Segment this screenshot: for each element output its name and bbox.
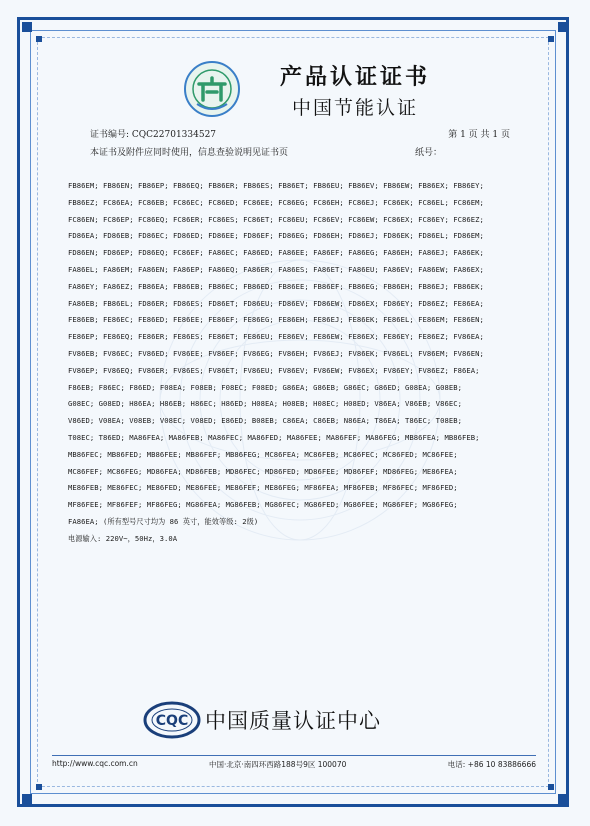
certificate-subtitle: 中国节能认证: [291, 97, 418, 119]
model-line: 电源输入: 220V~，50Hz，3.0A: [68, 533, 178, 543]
cqc-logo-icon: [143, 700, 201, 740]
model-line: FA86EA; (所有型号尺寸均为 86 英寸，能效等级: 2级): [68, 516, 259, 526]
model-line: F86EB; F86EC; F86ED; F08EA; F08EB; F08EC; F08ED; G86EA; G86EB; G86EC; G86ED; G08EA; G08EB;: [68, 382, 462, 392]
footer: [52, 759, 536, 771]
model-line: FA86EL; FA86EM; FA86EN; FA86EP; FA86EQ; FA86ER; FA86ES; FA86ET; FA86EU; FA86EV; FA86EW; FA86EX;: [68, 264, 484, 274]
note-row: [90, 145, 510, 159]
model-line: FA86EY; FA86EZ; FB86EA; FB86EB; FB86EC; FB86ED; FB86EE; FB86EF; FB86EG; FB86EH; FB86EJ; FB86EK;: [68, 281, 484, 291]
model-line: FV86EB; FV86EC; FV86ED; FV86EE; FV86EF; FV86EG; FV86EH; FV86EJ; FV86EK; FV86EL; FV86EM; FV86EN;: [68, 348, 484, 358]
model-line: MC86FEF; MC86FEG; MD86FEA; MD86FEB; MD86FEC; MD86FED; MD86FEE; MD86FEF; MD86FEG; ME86FEA;: [68, 466, 458, 476]
model-list: [68, 178, 522, 548]
model-line: FV86EP; FV86EQ; FV86ER; FV86ES; FV86ET; FV86EU; FV86EV; FV86EW; FV86EX; FV86EY; FV86EZ; F86EA;: [68, 365, 480, 375]
cqc-logo-text: CQC: [155, 713, 189, 729]
corner-ornament-top-right: [540, 20, 570, 50]
address: 中国·北京·南四环西路188号9区 100070: [209, 760, 347, 769]
model-line: FE86EB; FE86EC; FE86ED; FE86EE; FE86EF; FE86EG; FE86EH; FE86EJ; FE86EK; FE86EL; FE86EM; FE86EN;: [68, 315, 484, 325]
model-line: MB86FEC; MB86FED; MB86FEE; MB86FEF; MB86FEG; MC86FEA; MC86FEB; MC86FEC; MC86FED; MC86FEE;: [68, 449, 458, 459]
organization-name: 中国质量认证中心: [205, 709, 381, 733]
model-line: FD86EA; FD86EB; FD86EC; FD86ED; FD86EE; FD86EF; FD86EG; FD86EH; FD86EJ; FD86EK; FD86EL; FD86EM;: [68, 231, 484, 241]
model-line: FC86EN; FC86EP; FC86EQ; FC86ER; FC86ES; FC86ET; FC86EU; FC86EV; FC86EW; FC86EX; FC86EY; FC86EZ;: [68, 214, 484, 224]
model-line: G08EC; G08ED; H86EA; H86EB; H86EC; H86ED; H08EA; H08EB; H08EC; H08ED; V86EA; V86EB; V86EC;: [68, 399, 462, 409]
certificate-title: 产品认证证书: [279, 65, 430, 90]
model-line: T08EC; T86ED; MA86FEA; MA86FEB; MA86FEC; MA86FED; MA86FEE; MA86FEF; MA86FEG; MB86FEA; MB86FEB;: [68, 432, 480, 442]
corner-ornament-top-left: [20, 20, 50, 50]
paper-number-label: 纸号：: [415, 148, 443, 158]
meta-row: [90, 127, 510, 141]
model-line: ME86FEB; ME86FEC; ME86FED; ME86FEE; ME86FEF; ME86FEG; MF86FEA; MF86FEB; MF86FEC; MF86FED;: [68, 483, 458, 493]
model-line: FB86EM; FB86EN; FB86EP; FB86EQ; FB86ER; FB86ES; FB86ET; FB86EU; FB86EV; FB86EW; FB86EX; FB86EY;: [68, 181, 484, 190]
corner-ornament-bottom-left: [20, 776, 50, 806]
model-line: FB86EZ; FC86EA; FC86EB; FC86EC; FC86ED; FC86EE; FC86EG; FC86EH; FC86EJ; FC86EK; FC86EL; FC86EM;: [68, 197, 484, 207]
energy-conservation-logo-icon: [183, 60, 241, 118]
model-line: FD86EN; FD86EP; FD86EQ; FC86EF; FA86EC; FA86ED; FA86EE; FA86EF; FA86EG; FA86EH; FA86EJ; FA86EK;: [68, 248, 484, 258]
certificate-number: 证书编号: CQC22701334527: [90, 130, 217, 140]
usage-note: 本证书及附件应同时使用，信息查验说明见证书页: [90, 148, 289, 158]
corner-ornament-bottom-right: [540, 776, 570, 806]
website-link[interactable]: http://www.cqc.com.cn: [52, 759, 138, 768]
telephone: 电话: +86 10 83886666: [447, 760, 536, 769]
model-line: FE86EP; FE86EQ; FE86ER; FE86ES; FE86ET; FE86EU; FE86EV; FE86EW; FE86EX; FE86EY; FE86EZ; FV86EA;: [68, 332, 484, 342]
footer-divider: [52, 755, 536, 756]
model-line: V86ED; V08EA; V08EB; V08EC; V08ED; E86ED; B08EB; C86EA; C86EB; N86EA; T86EA; T86EC; T08EB;: [68, 416, 462, 426]
model-line: FA86EB; FB86EL; FD86ER; FD86ES; FD86ET; FD86EU; FD86EV; FD86EW; FD86EX; FD86EY; FD86EZ; FE86EA;: [68, 298, 484, 308]
page-number: 第 1 页 共 1 页: [448, 130, 510, 140]
model-line: MF86FEE; MF86FEF; MF86FEG; MG86FEA; MG86FEB; MG86FEC; MG86FED; MG86FEE; MG86FEF; MG86FEG;: [68, 500, 458, 510]
